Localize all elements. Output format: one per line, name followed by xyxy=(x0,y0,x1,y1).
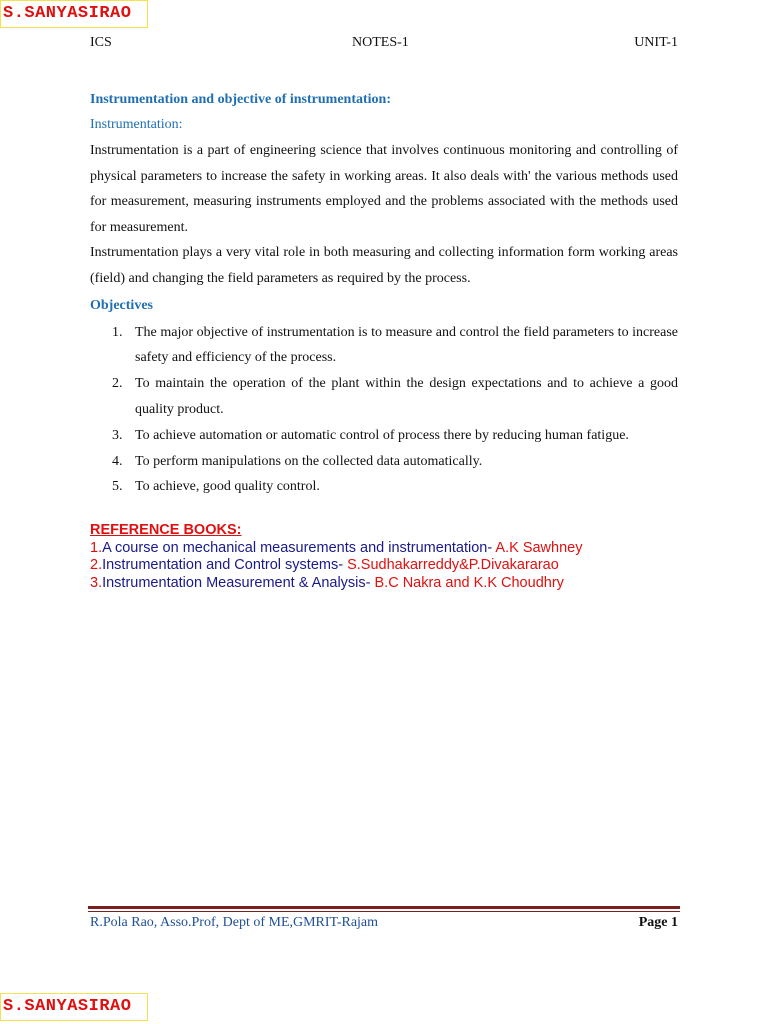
header-course: ICS xyxy=(90,35,112,50)
reference-books xyxy=(90,521,582,592)
section-subheading: Instrumentation: xyxy=(90,117,183,132)
objectives-list xyxy=(90,320,678,501)
reference-title: Instrumentation Measurement & Analysis- xyxy=(102,574,371,591)
reference-author: S.Sudhakarreddy&P.Divakararao xyxy=(343,557,559,574)
reference-author: B.C Nakra and K.K Choudhry xyxy=(370,574,564,591)
list-item xyxy=(90,449,678,475)
list-text: To perform manipulations on the collected data automatically. xyxy=(135,453,483,469)
footer-rule-thin xyxy=(88,911,680,912)
objectives-title: Objectives xyxy=(90,297,153,313)
reference-title: A course on mechanical measurements and instrumentation- xyxy=(102,540,493,556)
reference-number: 3. xyxy=(90,574,103,591)
list-number: 1. xyxy=(112,324,123,340)
watermark-stamp-bottom: S.SANYASIRAO xyxy=(0,993,148,1021)
references-title: REFERENCE BOOKS: xyxy=(90,522,242,538)
header-notes: NOTES-1 xyxy=(352,35,409,50)
reference-number: 1. xyxy=(90,540,103,556)
footer-rule xyxy=(88,906,680,909)
page-header xyxy=(90,35,678,55)
footer-author: R.Pola Rao, Asso.Prof, Dept of ME,GMRIT-Rajam xyxy=(90,915,379,930)
list-text: To achieve, good quality control. xyxy=(135,479,320,495)
header-unit: UNIT-1 xyxy=(634,35,678,50)
reference-author: A.K Sawhney xyxy=(492,540,583,556)
list-number: 5. xyxy=(112,479,123,495)
reference-number: 2. xyxy=(90,557,103,574)
watermark-stamp-top: S.SANYASIRAO xyxy=(0,0,148,28)
list-item xyxy=(90,320,678,372)
section-heading: Instrumentation and objective of instrumentation: xyxy=(90,92,391,107)
list-number: 4. xyxy=(112,453,123,469)
reference-item xyxy=(90,575,582,592)
list-text: To achieve automation or automatic control of process there by reducing human fatigue. xyxy=(135,427,629,443)
list-item xyxy=(90,423,678,449)
list-item xyxy=(90,371,678,423)
reference-item xyxy=(90,540,582,557)
list-text: To maintain the operation of the plant within the design expectations and to achieve a good quality product. xyxy=(135,376,678,417)
paragraph: Instrumentation plays a very vital role in both measuring and collecting information form working areas (field) and changing the field parameters as required by the process. xyxy=(90,245,678,286)
list-text: The major objective of instrumentation is to measure and control the field parameters to increase safety and efficiency of the process. xyxy=(135,324,678,366)
list-number: 2. xyxy=(112,376,123,392)
page-number: Page 1 xyxy=(638,915,678,930)
paragraph: Instrumentation is a part of engineering science that involves continuous monitoring and controlling of physical parameters to increase the safety in working areas. It also deals with' the various methods used for measurement, measuring instruments employed and the problems associated with the methods used for measurement. xyxy=(90,143,678,235)
reference-item xyxy=(90,557,582,574)
list-item xyxy=(90,474,678,500)
reference-title: Instrumentation and Control systems- xyxy=(102,557,344,574)
list-number: 3. xyxy=(112,427,123,443)
main-content xyxy=(90,88,678,500)
